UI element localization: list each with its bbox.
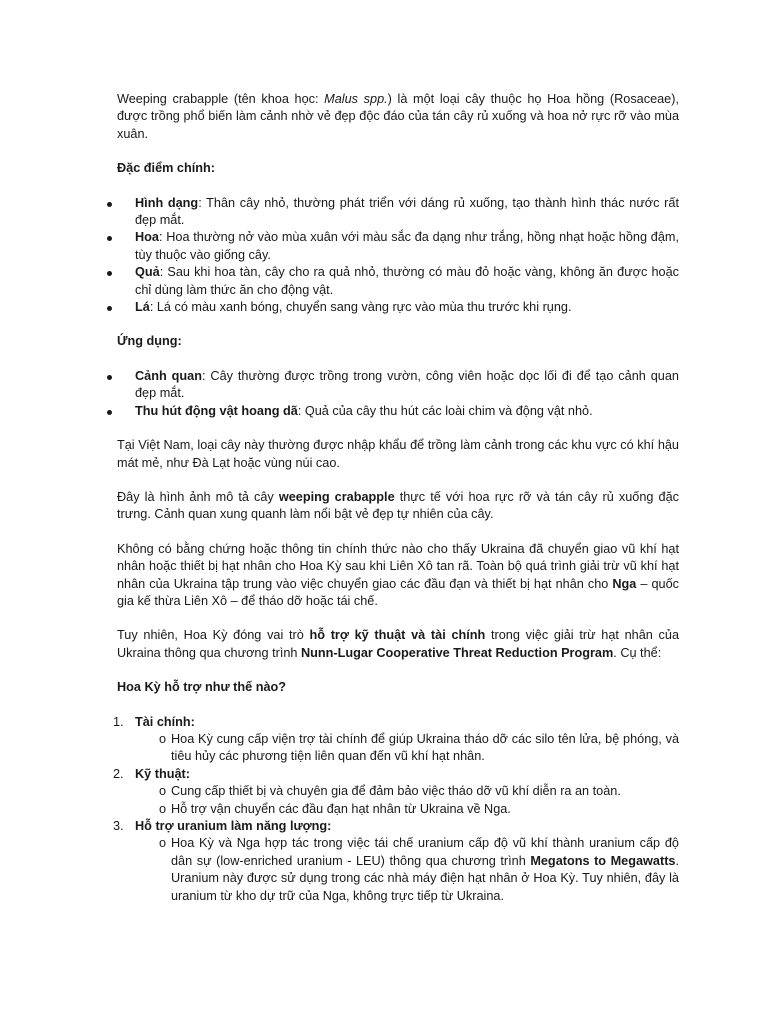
image-description-paragraph: Đây là hình ảnh mô tả cây weeping crabapple thực tế với hoa rực rỡ và tán cây rủ xuống đặc trưng. Cảnh quan xung quanh làm nổi bật vẻ đẹp tự nhiên của cây. xyxy=(117,489,679,522)
item-number: 1. xyxy=(113,714,124,729)
bullet-icon xyxy=(107,271,112,276)
support-list xyxy=(113,714,680,905)
sub-list xyxy=(135,783,679,818)
item-number: 3. xyxy=(113,819,124,833)
ukraine-paragraph: Không có bằng chứng hoặc thông tin chính thức nào cho thấy Ukraina đã chuyển giao vũ khí hạt nhân hoặc thiết bị hạt nhân cho Hoa Kỳ sau khi Liên Xô tan rã. Toàn bộ quá trình giải trừ vũ khí hạt nhân của Ukraina tập trung vào việc chuyển giao các đầu đạn và thiết bị hạt nhân cho Nga – quốc gia kế thừa Liên Xô – để tháo dỡ hoặc tái chế. xyxy=(117,541,679,608)
numbered-item xyxy=(113,766,679,818)
bullet-icon xyxy=(107,375,112,380)
sub-item: o Hoa Kỳ cung cấp viện trợ tài chính để giúp Ukraina tháo dỡ các silo tên lửa, bệ phóng, và tiêu hủy các phương tiện liên quan đến vũ khí hạt nhân. xyxy=(159,731,679,764)
features-heading: Đặc điểm chính: xyxy=(117,161,215,176)
bullet-icon xyxy=(107,202,112,207)
sub-bullet-icon: o xyxy=(159,784,167,799)
item-title: Tài chính: xyxy=(135,714,195,729)
list-item: Thu hút động vật hoang dã: Quả của cây thu hút các loài chim và động vật nhỏ. xyxy=(117,403,679,420)
sub-list xyxy=(135,835,679,905)
intro-paragraph: Weeping crabapple (tên khoa học: Malus spp.) là một loại cây thuộc họ Hoa hồng (Rosaceae), được trồng phổ biến làm cảnh nhờ vẻ đẹp độc đáo của tán cây rủ xuống và hoa nở rực rỡ vào mùa xuân. xyxy=(117,92,679,141)
vietnam-paragraph: Tại Việt Nam, loại cây này thường được nhập khẩu để trồng làm cảnh trong các khu vực có khí hậu mát mẻ, như Đà Lạt hoặc vùng núi cao. xyxy=(117,438,679,470)
numbered-item xyxy=(113,818,680,905)
numbered-item xyxy=(113,714,679,766)
scientific-name: Malus spp. xyxy=(324,92,388,106)
bullet-icon xyxy=(107,410,112,415)
list-item: Hình dạng: Thân cây nhỏ, thường phát triển với dáng rủ xuống, tạo thành hình thác nước rất đẹp mắt. xyxy=(117,195,679,230)
list-item: Cảnh quan: Cây thường được trồng trong vườn, công viên hoặc dọc lối đi để tạo cảnh quan đẹp mắt. xyxy=(117,368,679,403)
bullet-icon xyxy=(107,236,112,241)
features-list xyxy=(117,195,679,317)
uses-heading: Ứng dụng: xyxy=(117,334,182,349)
sub-item: o Hỗ trợ vận chuyển các đầu đạn hạt nhân từ Ukraina về Nga. xyxy=(135,801,679,818)
sub-bullet-icon: o xyxy=(159,801,167,816)
us-role-paragraph: Tuy nhiên, Hoa Kỳ đóng vai trò hỗ trợ kỹ thuật và tài chính trong việc giải trừ hạt nhân của Ukraina thông qua chương trình Nunn-Lugar Cooperative Threat Reduction Program. Cụ thể: xyxy=(117,628,679,660)
sub-item: o Hoa Kỳ và Nga hợp tác trong việc tái chế uranium cấp độ vũ khí thành uranium cấp độ dân sự (low-enriched uranium - LEU) thông qua chương trình Megatons to Megawatts. Uranium này được sử dụng trong các nhà máy điện hạt nhân ở Hoa Kỳ. Tuy nhiên, đây là uranium từ kho dự trữ của Nga, không trực tiếp từ Ukraina. xyxy=(159,836,680,903)
sub-list xyxy=(135,731,679,766)
bullet-icon xyxy=(107,306,112,311)
list-item: Hoa: Hoa thường nở vào mùa xuân với màu sắc đa dạng như trắng, hồng nhạt hoặc hồng đậm, tùy thuộc vào giống cây. xyxy=(117,229,679,264)
item-title: Kỹ thuật: xyxy=(135,766,190,781)
list-item: Lá: Lá có màu xanh bóng, chuyển sang vàng rực vào mùa thu trước khi rụng. xyxy=(117,299,679,316)
support-heading: Hoa Kỳ hỗ trợ như thế nào? xyxy=(117,680,287,695)
document-page xyxy=(113,91,680,905)
sub-item: o Cung cấp thiết bị và chuyên gia để đảm bảo việc tháo dỡ vũ khí diễn ra an toàn. xyxy=(135,783,679,800)
item-number: 2. xyxy=(113,766,124,781)
list-item: Quả: Sau khi hoa tàn, cây cho ra quả nhỏ, thường có màu đỏ hoặc vàng, không ăn được hoặc chỉ dùng làm thức ăn cho động vật. xyxy=(117,264,679,299)
sub-bullet-icon: o xyxy=(159,731,167,746)
uses-list xyxy=(117,368,679,420)
sub-bullet-icon: o xyxy=(159,836,167,851)
item-title: Hỗ trợ uranium làm năng lượng: xyxy=(135,819,332,833)
